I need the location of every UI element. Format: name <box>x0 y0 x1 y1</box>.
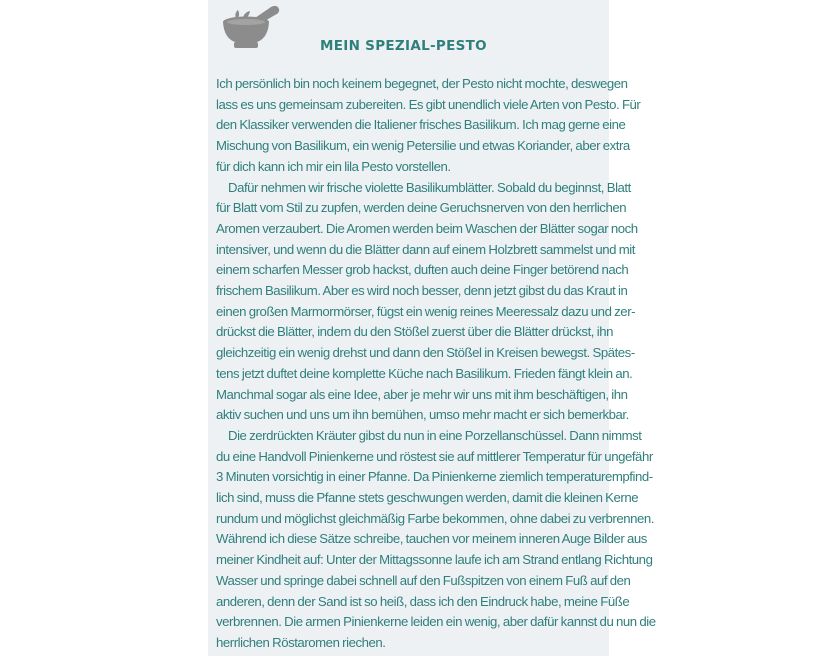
text-line: intensiver, und wenn du die Blätter dann auf einem Holzbrett sammelst und mit <box>216 241 635 257</box>
text-line: einem scharfen Messer grob hackst, duften auch deine Finger betörend nach <box>216 262 629 278</box>
text-line: Während ich diese Sätze schreibe, tauchen vor meinem inneren Auge Bilder aus <box>216 531 647 547</box>
text-line: lass es uns gemeinsam zubereiten. Es gibt unendlich viele Arten von Pesto. Für <box>216 96 641 112</box>
recipe-title: MEIN SPEZIAL-PESTO <box>320 38 487 54</box>
text-line: frischem Basilikum. Aber es wird noch besser, denn jetzt gibst du das Kraut in <box>216 283 628 299</box>
text-line: Dafür nehmen wir frische violette Basilikumblätter. Sobald du beginnst, Blatt <box>228 179 631 195</box>
text-line: für dich kann ich mir ein lila Pesto vorstellen. <box>216 158 451 174</box>
text-line: herrlichen Röstaromen riechen. <box>216 634 386 650</box>
text-line: tens jetzt duftet deine komplette Küche nach Basilikum. Frieden fängt klein an. <box>216 365 633 381</box>
text-line: meiner Kindheit auf: Unter der Mittagssonne laufe ich am Strand entlang Richtung <box>216 552 653 568</box>
text-line: den Klassiker verwenden die Italiener frisches Basilikum. Ich mag gerne eine <box>216 117 626 133</box>
text-line: Wasser und springe dabei schnell auf den Fußspitzen von einem Fuß auf den <box>216 572 631 588</box>
text-line: drückst die Blätter, indem du den Stößel zuerst über die Blätter drückst, ihn <box>216 324 613 340</box>
text-line: Manchmal sogar als eine Idee, aber je mehr wir uns mit ihm beschäftigen, ihn <box>216 386 628 402</box>
text-line: 3 Minuten vorsichtig in einer Pfanne. Da Pinienkerne ziemlich temperaturempfind- <box>216 469 653 485</box>
text-line: Aromen verzaubert. Die Aromen werden beim Waschen der Blätter sogar noch <box>216 220 638 236</box>
text-line: einen großen Marmormörser, fügst ein wenig reines Meeressalz dazu und zer- <box>216 303 636 319</box>
text-line: Ich persönlich bin noch keinem begegnet, der Pesto nicht mochte, deswegen <box>216 76 628 91</box>
text-line: du eine Handvoll Pinienkerne und röstest sie auf mittlerer Temperatur für ungefähr <box>216 448 653 464</box>
text-line: anderen, denn der Sand ist so heiß, dass ich den Eindruck habe, meine Füße <box>216 593 630 609</box>
text-line: für Blatt vom Stil zu zupfen, werden deine Geruchsnerven von den herrlichen <box>216 200 627 216</box>
text-line: verbrennen. Die armen Pinienkerne leiden ein wenig, aber dafür kannst du nun die <box>216 614 656 630</box>
body-text <box>216 74 656 654</box>
text-line: lich sind, muss die Pfanne stets geschwungen werden, damit die kleinen Kerne <box>216 490 639 506</box>
text-line: rundum und möglichst gleichmäßig Farbe bekommen, ohne dabei zu verbrennen. <box>216 510 654 526</box>
text-line: gleichzeitig ein wenig drehst und dann den Stößel in Kreisen bewegst. Spätes- <box>216 345 635 361</box>
text-line: aktiv suchen und uns um ihn bemühen, umso mehr macht er sich bemerkbar. <box>216 407 629 423</box>
text-line: Die zerdrückten Kräuter gibst du nun in eine Porzellanschüssel. Dann nimmst <box>228 427 642 443</box>
text-line: Mischung von Basilikum, ein wenig Petersilie und etwas Koriander, aber extra <box>216 138 630 154</box>
book-page <box>208 0 656 656</box>
